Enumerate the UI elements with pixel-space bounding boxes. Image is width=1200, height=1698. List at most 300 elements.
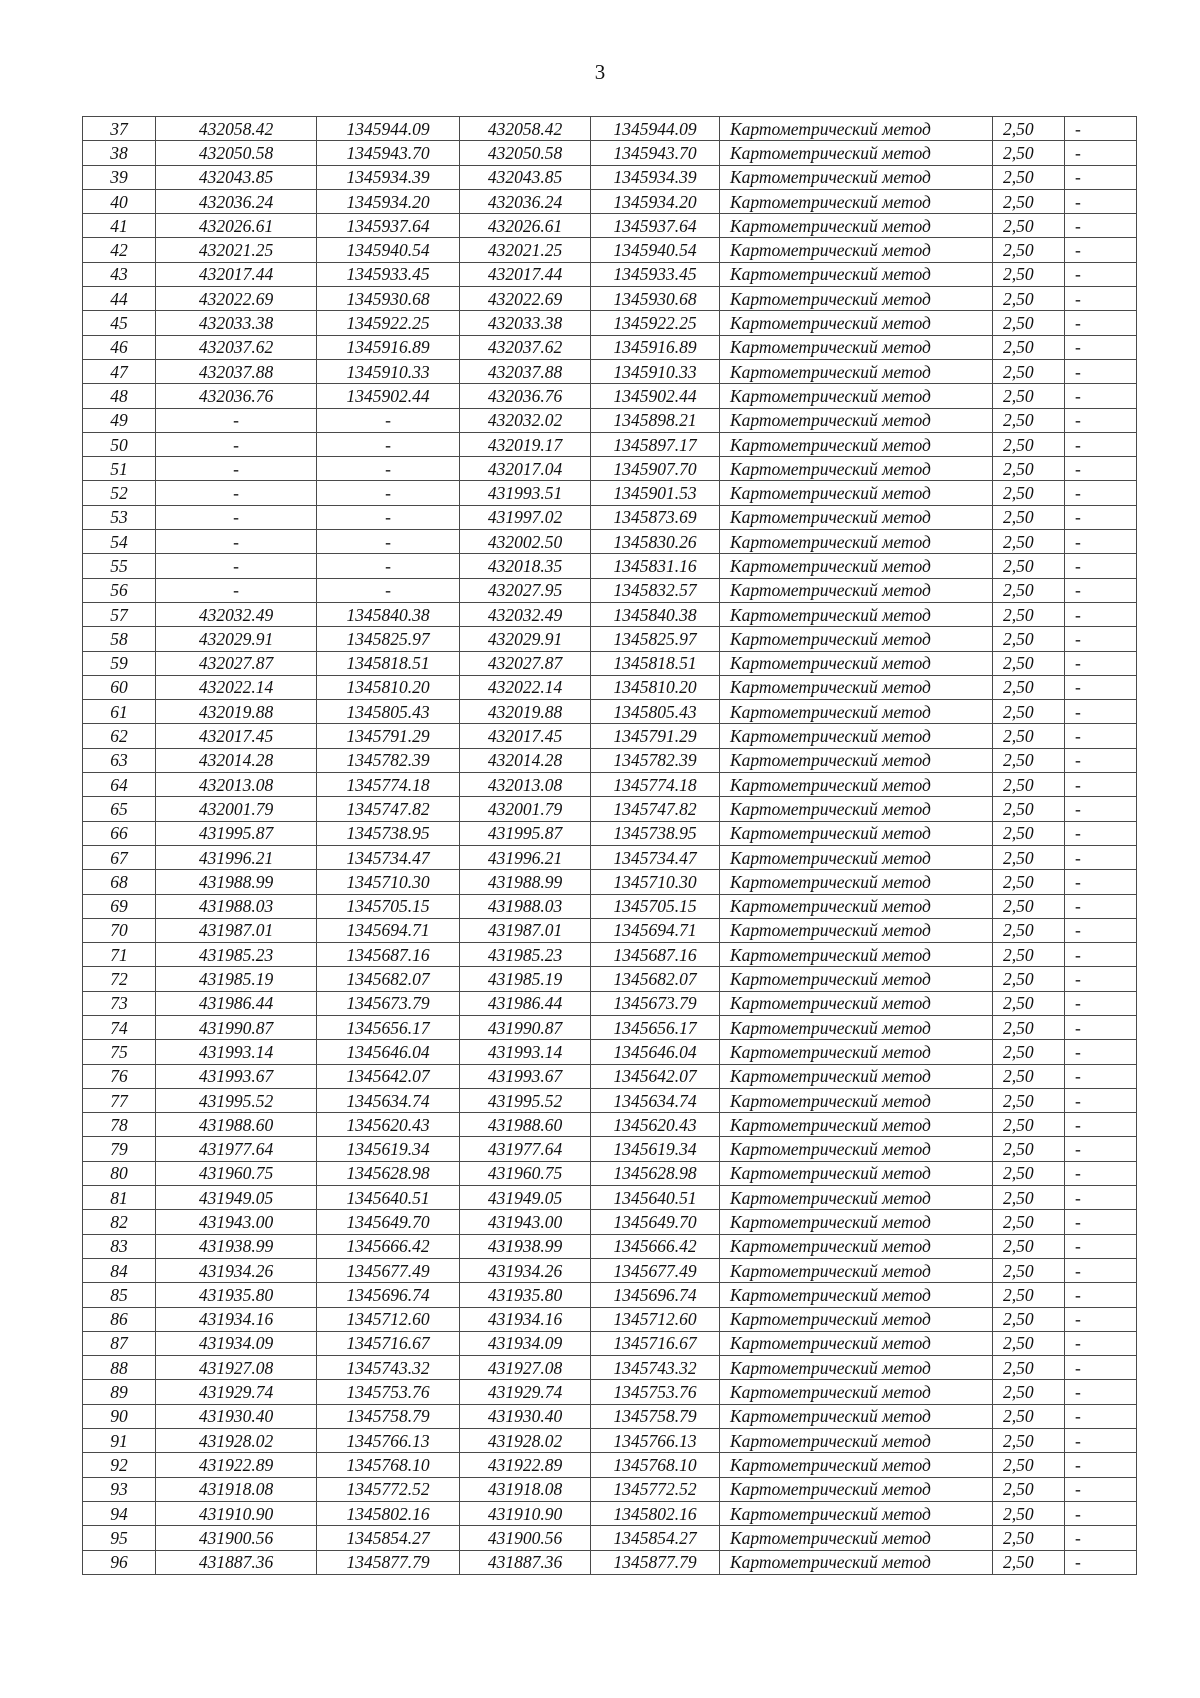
cell-old-y: 1345649.70 xyxy=(317,1210,460,1234)
cell-method: Картометрический метод xyxy=(720,724,993,748)
cell-new-x: 431928.02 xyxy=(460,1429,591,1453)
cell-new-y: 1345673.79 xyxy=(591,991,720,1015)
cell-note: - xyxy=(1065,1477,1137,1501)
cell-accuracy: 2,50 xyxy=(993,1404,1065,1428)
cell-old-x: 431900.56 xyxy=(156,1526,317,1550)
table-row xyxy=(83,651,1137,675)
table-row xyxy=(83,1137,1137,1161)
cell-point-number: 64 xyxy=(83,773,156,797)
cell-new-y: 1345897.17 xyxy=(591,432,720,456)
cell-new-x: 432019.17 xyxy=(460,432,591,456)
cell-new-x: 431986.44 xyxy=(460,991,591,1015)
cell-old-x: 431977.64 xyxy=(156,1137,317,1161)
cell-new-y: 1345666.42 xyxy=(591,1234,720,1258)
cell-accuracy: 2,50 xyxy=(993,918,1065,942)
cell-new-y: 1345877.79 xyxy=(591,1550,720,1574)
cell-method: Картометрический метод xyxy=(720,845,993,869)
cell-new-x: 432017.44 xyxy=(460,262,591,286)
cell-new-y: 1345712.60 xyxy=(591,1307,720,1331)
cell-note: - xyxy=(1065,359,1137,383)
cell-accuracy: 2,50 xyxy=(993,165,1065,189)
cell-point-number: 41 xyxy=(83,214,156,238)
cell-new-x: 431988.03 xyxy=(460,894,591,918)
cell-note: - xyxy=(1065,870,1137,894)
cell-point-number: 67 xyxy=(83,845,156,869)
cell-old-y: 1345619.34 xyxy=(317,1137,460,1161)
cell-new-y: 1345818.51 xyxy=(591,651,720,675)
cell-new-x: 432032.02 xyxy=(460,408,591,432)
cell-note: - xyxy=(1065,117,1137,141)
cell-accuracy: 2,50 xyxy=(993,481,1065,505)
cell-new-y: 1345832.57 xyxy=(591,578,720,602)
table-row xyxy=(83,894,1137,918)
cell-accuracy: 2,50 xyxy=(993,554,1065,578)
cell-accuracy: 2,50 xyxy=(993,1234,1065,1258)
cell-new-x: 432001.79 xyxy=(460,797,591,821)
cell-method: Картометрический метод xyxy=(720,262,993,286)
cell-method: Картометрический метод xyxy=(720,700,993,724)
cell-old-y: 1345943.70 xyxy=(317,141,460,165)
cell-new-x: 431943.00 xyxy=(460,1210,591,1234)
cell-old-y: 1345768.10 xyxy=(317,1453,460,1477)
cell-method: Картометрический метод xyxy=(720,1453,993,1477)
cell-point-number: 39 xyxy=(83,165,156,189)
cell-new-x: 432043.85 xyxy=(460,165,591,189)
cell-old-x: 432058.42 xyxy=(156,117,317,141)
cell-accuracy: 2,50 xyxy=(993,578,1065,602)
cell-new-y: 1345677.49 xyxy=(591,1258,720,1282)
cell-note: - xyxy=(1065,530,1137,554)
cell-point-number: 70 xyxy=(83,918,156,942)
cell-old-y: 1345642.07 xyxy=(317,1064,460,1088)
cell-old-x: 432037.62 xyxy=(156,335,317,359)
cell-new-x: 432037.88 xyxy=(460,359,591,383)
cell-method: Картометрический метод xyxy=(720,1429,993,1453)
cell-accuracy: 2,50 xyxy=(993,1331,1065,1355)
table-row xyxy=(83,1040,1137,1064)
cell-old-x: 431928.02 xyxy=(156,1429,317,1453)
cell-old-y: 1345743.32 xyxy=(317,1356,460,1380)
cell-point-number: 42 xyxy=(83,238,156,262)
table-row xyxy=(83,505,1137,529)
cell-old-x: 431887.36 xyxy=(156,1550,317,1574)
cell-old-x: 431988.03 xyxy=(156,894,317,918)
cell-method: Картометрический метод xyxy=(720,748,993,772)
cell-point-number: 45 xyxy=(83,311,156,335)
cell-new-x: 431997.02 xyxy=(460,505,591,529)
cell-new-x: 431927.08 xyxy=(460,1356,591,1380)
cell-method: Картометрический метод xyxy=(720,165,993,189)
cell-old-y: 1345716.67 xyxy=(317,1331,460,1355)
cell-new-y: 1345810.20 xyxy=(591,675,720,699)
table-row xyxy=(83,1283,1137,1307)
cell-new-y: 1345640.51 xyxy=(591,1186,720,1210)
cell-method: Картометрический метод xyxy=(720,821,993,845)
cell-note: - xyxy=(1065,845,1137,869)
cell-method: Картометрический метод xyxy=(720,894,993,918)
table-row xyxy=(83,1161,1137,1185)
cell-old-y: 1345802.16 xyxy=(317,1501,460,1525)
cell-note: - xyxy=(1065,1283,1137,1307)
cell-method: Картометрический метод xyxy=(720,1234,993,1258)
cell-point-number: 85 xyxy=(83,1283,156,1307)
cell-new-x: 431949.05 xyxy=(460,1186,591,1210)
cell-accuracy: 2,50 xyxy=(993,627,1065,651)
cell-accuracy: 2,50 xyxy=(993,1186,1065,1210)
cell-old-y: 1345937.64 xyxy=(317,214,460,238)
cell-note: - xyxy=(1065,262,1137,286)
cell-new-x: 432036.76 xyxy=(460,384,591,408)
cell-old-x: 431930.40 xyxy=(156,1404,317,1428)
table-row xyxy=(83,165,1137,189)
cell-accuracy: 2,50 xyxy=(993,797,1065,821)
cell-point-number: 89 xyxy=(83,1380,156,1404)
cell-old-x: 432037.88 xyxy=(156,359,317,383)
cell-point-number: 95 xyxy=(83,1526,156,1550)
cell-new-x: 431987.01 xyxy=(460,918,591,942)
cell-point-number: 44 xyxy=(83,287,156,311)
cell-accuracy: 2,50 xyxy=(993,1137,1065,1161)
cell-note: - xyxy=(1065,1453,1137,1477)
cell-point-number: 92 xyxy=(83,1453,156,1477)
table-row xyxy=(83,117,1137,141)
cell-method: Картометрический метод xyxy=(720,117,993,141)
cell-accuracy: 2,50 xyxy=(993,1550,1065,1574)
cell-old-y: 1345687.16 xyxy=(317,943,460,967)
cell-method: Картометрический метод xyxy=(720,1283,993,1307)
cell-new-y: 1345840.38 xyxy=(591,602,720,626)
cell-old-x: 432032.49 xyxy=(156,602,317,626)
cell-accuracy: 2,50 xyxy=(993,238,1065,262)
cell-point-number: 38 xyxy=(83,141,156,165)
cell-note: - xyxy=(1065,602,1137,626)
table-row xyxy=(83,1380,1137,1404)
cell-method: Картометрический метод xyxy=(720,1040,993,1064)
cell-new-x: 432027.95 xyxy=(460,578,591,602)
cell-new-x: 432033.38 xyxy=(460,311,591,335)
cell-new-y: 1345682.07 xyxy=(591,967,720,991)
cell-new-y: 1345766.13 xyxy=(591,1429,720,1453)
cell-new-x: 431934.09 xyxy=(460,1331,591,1355)
cell-point-number: 43 xyxy=(83,262,156,286)
cell-old-x: 432019.88 xyxy=(156,700,317,724)
cell-accuracy: 2,50 xyxy=(993,359,1065,383)
cell-accuracy: 2,50 xyxy=(993,1429,1065,1453)
cell-new-x: 431993.51 xyxy=(460,481,591,505)
cell-old-y: 1345910.33 xyxy=(317,359,460,383)
cell-point-number: 54 xyxy=(83,530,156,554)
cell-new-y: 1345940.54 xyxy=(591,238,720,262)
cell-new-y: 1345901.53 xyxy=(591,481,720,505)
cell-old-y: 1345628.98 xyxy=(317,1161,460,1185)
cell-old-x: 432033.38 xyxy=(156,311,317,335)
cell-new-x: 431922.89 xyxy=(460,1453,591,1477)
cell-accuracy: 2,50 xyxy=(993,700,1065,724)
table-row xyxy=(83,457,1137,481)
cell-new-x: 432002.50 xyxy=(460,530,591,554)
cell-new-x: 432029.91 xyxy=(460,627,591,651)
cell-point-number: 80 xyxy=(83,1161,156,1185)
table-row xyxy=(83,918,1137,942)
cell-point-number: 75 xyxy=(83,1040,156,1064)
cell-old-x: 431935.80 xyxy=(156,1283,317,1307)
cell-new-y: 1345649.70 xyxy=(591,1210,720,1234)
cell-old-x: 432036.76 xyxy=(156,384,317,408)
table-row xyxy=(83,1113,1137,1137)
cell-new-x: 431985.19 xyxy=(460,967,591,991)
table-row xyxy=(83,1477,1137,1501)
cell-note: - xyxy=(1065,408,1137,432)
cell-old-y: - xyxy=(317,505,460,529)
cell-method: Картометрический метод xyxy=(720,311,993,335)
cell-old-y: 1345791.29 xyxy=(317,724,460,748)
cell-new-y: 1345774.18 xyxy=(591,773,720,797)
cell-accuracy: 2,50 xyxy=(993,505,1065,529)
cell-old-y: 1345840.38 xyxy=(317,602,460,626)
table-row xyxy=(83,1429,1137,1453)
cell-method: Картометрический метод xyxy=(720,627,993,651)
cell-old-y: 1345696.74 xyxy=(317,1283,460,1307)
cell-accuracy: 2,50 xyxy=(993,1015,1065,1039)
cell-point-number: 47 xyxy=(83,359,156,383)
cell-accuracy: 2,50 xyxy=(993,311,1065,335)
table-row xyxy=(83,1550,1137,1574)
cell-note: - xyxy=(1065,238,1137,262)
cell-old-x: 432022.69 xyxy=(156,287,317,311)
cell-new-x: 431977.64 xyxy=(460,1137,591,1161)
cell-old-x: 432013.08 xyxy=(156,773,317,797)
cell-old-y: 1345916.89 xyxy=(317,335,460,359)
cell-method: Картометрический метод xyxy=(720,578,993,602)
cell-new-x: 432058.42 xyxy=(460,117,591,141)
cell-old-x: - xyxy=(156,505,317,529)
cell-point-number: 72 xyxy=(83,967,156,991)
cell-new-y: 1345758.79 xyxy=(591,1404,720,1428)
table-row xyxy=(83,311,1137,335)
cell-method: Картометрический метод xyxy=(720,797,993,821)
cell-method: Картометрический метод xyxy=(720,1380,993,1404)
cell-old-x: 432043.85 xyxy=(156,165,317,189)
table-row xyxy=(83,1526,1137,1550)
cell-method: Картометрический метод xyxy=(720,675,993,699)
cell-point-number: 96 xyxy=(83,1550,156,1574)
cell-new-y: 1345944.09 xyxy=(591,117,720,141)
cell-old-y: 1345766.13 xyxy=(317,1429,460,1453)
cell-new-x: 431995.87 xyxy=(460,821,591,845)
cell-accuracy: 2,50 xyxy=(993,943,1065,967)
cell-old-x: 431995.52 xyxy=(156,1088,317,1112)
cell-old-x: 431996.21 xyxy=(156,845,317,869)
cell-accuracy: 2,50 xyxy=(993,384,1065,408)
cell-point-number: 48 xyxy=(83,384,156,408)
cell-method: Картометрический метод xyxy=(720,335,993,359)
cell-note: - xyxy=(1065,1113,1137,1137)
cell-old-y: 1345825.97 xyxy=(317,627,460,651)
cell-note: - xyxy=(1065,748,1137,772)
cell-new-x: 432017.45 xyxy=(460,724,591,748)
cell-method: Картометрический метод xyxy=(720,141,993,165)
cell-old-y: - xyxy=(317,530,460,554)
cell-new-y: 1345646.04 xyxy=(591,1040,720,1064)
cell-accuracy: 2,50 xyxy=(993,141,1065,165)
cell-new-x: 432037.62 xyxy=(460,335,591,359)
cell-accuracy: 2,50 xyxy=(993,1501,1065,1525)
cell-new-y: 1345642.07 xyxy=(591,1064,720,1088)
cell-accuracy: 2,50 xyxy=(993,1088,1065,1112)
cell-old-x: 432036.24 xyxy=(156,189,317,213)
cell-old-y: 1345734.47 xyxy=(317,845,460,869)
cell-new-y: 1345802.16 xyxy=(591,1501,720,1525)
table-row xyxy=(83,359,1137,383)
cell-accuracy: 2,50 xyxy=(993,287,1065,311)
cell-old-x: 432001.79 xyxy=(156,797,317,821)
table-row xyxy=(83,1356,1137,1380)
cell-accuracy: 2,50 xyxy=(993,991,1065,1015)
cell-old-y: 1345902.44 xyxy=(317,384,460,408)
cell-old-x: 432017.44 xyxy=(156,262,317,286)
table-row xyxy=(83,870,1137,894)
cell-method: Картометрический метод xyxy=(720,457,993,481)
cell-new-x: 431996.21 xyxy=(460,845,591,869)
cell-method: Картометрический метод xyxy=(720,1088,993,1112)
cell-accuracy: 2,50 xyxy=(993,1380,1065,1404)
cell-accuracy: 2,50 xyxy=(993,1526,1065,1550)
cell-new-y: 1345934.20 xyxy=(591,189,720,213)
cell-new-y: 1345907.70 xyxy=(591,457,720,481)
cell-method: Картометрический метод xyxy=(720,554,993,578)
cell-new-x: 431900.56 xyxy=(460,1526,591,1550)
cell-note: - xyxy=(1065,1404,1137,1428)
cell-point-number: 88 xyxy=(83,1356,156,1380)
cell-new-y: 1345916.89 xyxy=(591,335,720,359)
cell-method: Картометрический метод xyxy=(720,1501,993,1525)
cell-method: Картометрический метод xyxy=(720,408,993,432)
cell-new-y: 1345628.98 xyxy=(591,1161,720,1185)
cell-method: Картометрический метод xyxy=(720,1137,993,1161)
cell-method: Картометрический метод xyxy=(720,1258,993,1282)
cell-old-x: 431995.87 xyxy=(156,821,317,845)
cell-new-y: 1345634.74 xyxy=(591,1088,720,1112)
cell-old-y: 1345673.79 xyxy=(317,991,460,1015)
table-row xyxy=(83,432,1137,456)
cell-old-x: 431918.08 xyxy=(156,1477,317,1501)
cell-point-number: 63 xyxy=(83,748,156,772)
cell-old-x: 431988.60 xyxy=(156,1113,317,1137)
cell-old-x: 432050.58 xyxy=(156,141,317,165)
cell-method: Картометрический метод xyxy=(720,238,993,262)
cell-point-number: 69 xyxy=(83,894,156,918)
cell-method: Картометрический метод xyxy=(720,1477,993,1501)
cell-new-y: 1345738.95 xyxy=(591,821,720,845)
cell-method: Картометрический метод xyxy=(720,602,993,626)
cell-note: - xyxy=(1065,311,1137,335)
cell-accuracy: 2,50 xyxy=(993,457,1065,481)
cell-new-x: 432017.04 xyxy=(460,457,591,481)
cell-point-number: 55 xyxy=(83,554,156,578)
table-body xyxy=(83,117,1137,1575)
table-row xyxy=(83,1307,1137,1331)
cell-old-y: 1345772.52 xyxy=(317,1477,460,1501)
cell-point-number: 93 xyxy=(83,1477,156,1501)
cell-old-x: - xyxy=(156,578,317,602)
cell-note: - xyxy=(1065,1307,1137,1331)
cell-old-y: 1345738.95 xyxy=(317,821,460,845)
cell-old-y: 1345877.79 xyxy=(317,1550,460,1574)
cell-method: Картометрический метод xyxy=(720,1356,993,1380)
cell-note: - xyxy=(1065,1331,1137,1355)
cell-old-x: 431934.16 xyxy=(156,1307,317,1331)
cell-accuracy: 2,50 xyxy=(993,967,1065,991)
cell-new-y: 1345937.64 xyxy=(591,214,720,238)
cell-accuracy: 2,50 xyxy=(993,1307,1065,1331)
cell-method: Картометрический метод xyxy=(720,1307,993,1331)
cell-new-x: 432019.88 xyxy=(460,700,591,724)
cell-note: - xyxy=(1065,1040,1137,1064)
cell-new-x: 431990.87 xyxy=(460,1015,591,1039)
cell-old-y: 1345818.51 xyxy=(317,651,460,675)
cell-accuracy: 2,50 xyxy=(993,1210,1065,1234)
cell-old-y: 1345934.20 xyxy=(317,189,460,213)
cell-method: Картометрический метод xyxy=(720,967,993,991)
coordinates-table xyxy=(82,116,1137,1575)
cell-method: Картометрический метод xyxy=(720,1064,993,1088)
cell-new-x: 431934.26 xyxy=(460,1258,591,1282)
cell-method: Картометрический метод xyxy=(720,384,993,408)
table-row xyxy=(83,967,1137,991)
cell-old-x: 431927.08 xyxy=(156,1356,317,1380)
table-row xyxy=(83,1088,1137,1112)
cell-note: - xyxy=(1065,1186,1137,1210)
table-row xyxy=(83,1015,1137,1039)
cell-old-x: 431929.74 xyxy=(156,1380,317,1404)
cell-note: - xyxy=(1065,505,1137,529)
cell-new-x: 432014.28 xyxy=(460,748,591,772)
table-row xyxy=(83,1064,1137,1088)
cell-old-x: 431985.19 xyxy=(156,967,317,991)
cell-point-number: 60 xyxy=(83,675,156,699)
cell-method: Картометрический метод xyxy=(720,1186,993,1210)
cell-new-x: 431930.40 xyxy=(460,1404,591,1428)
cell-method: Картометрический метод xyxy=(720,287,993,311)
cell-method: Картометрический метод xyxy=(720,651,993,675)
cell-new-x: 432036.24 xyxy=(460,189,591,213)
cell-old-y: 1345677.49 xyxy=(317,1258,460,1282)
cell-old-x: 431990.87 xyxy=(156,1015,317,1039)
cell-method: Картометрический метод xyxy=(720,505,993,529)
cell-method: Картометрический метод xyxy=(720,1161,993,1185)
table-row xyxy=(83,602,1137,626)
cell-note: - xyxy=(1065,724,1137,748)
cell-point-number: 71 xyxy=(83,943,156,967)
table-row xyxy=(83,821,1137,845)
cell-new-x: 431935.80 xyxy=(460,1283,591,1307)
cell-old-x: 432022.14 xyxy=(156,675,317,699)
cell-point-number: 90 xyxy=(83,1404,156,1428)
cell-old-y: 1345753.76 xyxy=(317,1380,460,1404)
table-row xyxy=(83,141,1137,165)
table-row xyxy=(83,1210,1137,1234)
cell-accuracy: 2,50 xyxy=(993,845,1065,869)
cell-accuracy: 2,50 xyxy=(993,432,1065,456)
cell-accuracy: 2,50 xyxy=(993,1283,1065,1307)
cell-new-y: 1345934.39 xyxy=(591,165,720,189)
cell-old-y: - xyxy=(317,481,460,505)
cell-method: Картометрический метод xyxy=(720,1331,993,1355)
cell-point-number: 50 xyxy=(83,432,156,456)
cell-new-y: 1345791.29 xyxy=(591,724,720,748)
cell-note: - xyxy=(1065,821,1137,845)
cell-note: - xyxy=(1065,943,1137,967)
